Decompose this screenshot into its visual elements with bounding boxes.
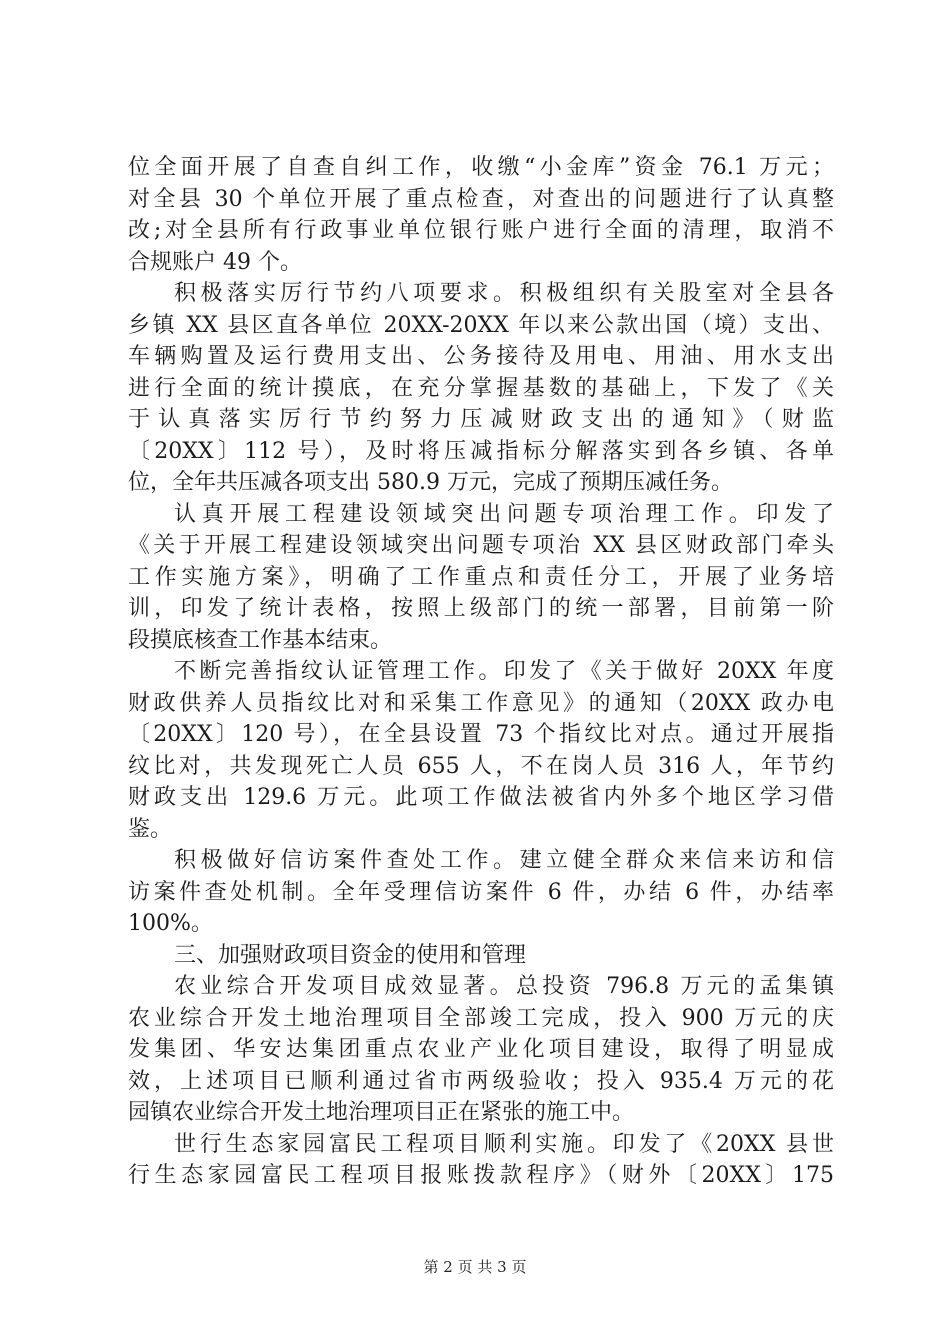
- text-line: 发集团、华安达集团重点农业产业化项目建设，取得了明显成: [128, 1037, 834, 1062]
- section-heading: 三、加强财政项目资金的使用和管理: [174, 942, 527, 968]
- document-body: [128, 152, 834, 1192]
- text-line: 鉴。: [128, 816, 173, 842]
- text-line: 车辆购置及运行费用支出、公务接待及用电、用油、用水支出: [128, 344, 834, 369]
- text-line: 工作实施方案》，明确了工作重点和责任分工，开展了业务培: [128, 564, 834, 590]
- page-number-footer: 第 2 页 共 3 页: [423, 1258, 527, 1276]
- text-line: 合规账户 49 个。: [128, 249, 302, 275]
- text-line: 改;对全县所有行政事业单位银行账户进行全面的清理，取消不: [128, 218, 834, 243]
- text-line: 〔20XX〕112 号），及时将压减指标分解落实到各乡镇、各单: [128, 438, 834, 464]
- paragraph-start-line: 积极做好信访案件查处工作。建立健全群众来信来访和信: [174, 848, 834, 873]
- text-line: 财政供养人员指纹比对和采集工作意见》的通知（20XX 政办电: [128, 690, 834, 716]
- text-line: 财政支出 129.6 万元。此项工作做法被省内外多个地区学习借: [128, 785, 834, 810]
- text-line: 位，全年共压减各项支出 580.9 万元，完成了预期压减任务。: [128, 470, 733, 495]
- text-line: 训，印发了统计表格，按照上级部门的统一部署，目前第一阶: [128, 596, 834, 621]
- text-line: 园镇农业综合开发土地治理项目正在紧张的施工中。: [128, 1100, 635, 1125]
- text-line: 〔20XX〕120 号），在全县设置 73 个指纹比对点。通过开展指: [128, 722, 834, 747]
- text-line: 访案件查处机制。全年受理信访案件 6 件，办结 6 件，办结率: [128, 879, 834, 905]
- text-line: 段摸底核查工作基本结束。: [128, 627, 393, 653]
- paragraph-start-line: 世行生态家园富民工程项目顺利实施。印发了《20XX 县世: [174, 1131, 834, 1157]
- paragraph-start-line: 积极落实厉行节约八项要求。积极组织有关股室对全县各: [174, 281, 834, 306]
- text-line: 乡镇 XX 县区直各单位 20XX-20XX 年以来公款出国（境）支出、: [128, 312, 834, 338]
- paragraph-start-line: 农业综合开发项目成效显著。总投资 796.8 万元的孟集镇: [174, 974, 834, 999]
- text-line: 效，上述项目已顺利通过省市两级验收；投入 935.4 万元的花: [128, 1068, 834, 1094]
- text-line: 纹比对，共发现死亡人员 655 人，不在岗人员 316 人，年节约: [128, 753, 834, 779]
- text-line: 对全县 30 个单位开展了重点检查，对查出的问题进行了认真整: [128, 186, 834, 212]
- text-line: 行生态家园富民工程项目报账拨款程序》（财外〔20XX〕175: [128, 1163, 834, 1188]
- paragraph-start-line: 认真开展工程建设领域突出问题专项治理工作。印发了: [174, 501, 834, 527]
- text-line: 农业综合开发土地治理项目全部竣工完成，投入 900 万元的庆: [128, 1005, 834, 1031]
- text-line: 100%。: [128, 911, 213, 936]
- paragraph-start-line: 不断完善指纹认证管理工作。印发了《关于做好 20XX 年度: [174, 659, 834, 684]
- text-line: 于认真落实厉行节约努力压减财政支出的通知》（财监: [128, 407, 834, 432]
- text-line: 《关于开展工程建设领域突出问题专项治 XX 县区财政部门牵头: [128, 533, 834, 558]
- text-line: 位全面开展了自查自纠工作，收缴“小金库”资金 76.1 万元；: [128, 155, 834, 180]
- text-line: 进行全面的统计摸底，在充分掌握基数的基础上，下发了《关: [128, 375, 834, 401]
